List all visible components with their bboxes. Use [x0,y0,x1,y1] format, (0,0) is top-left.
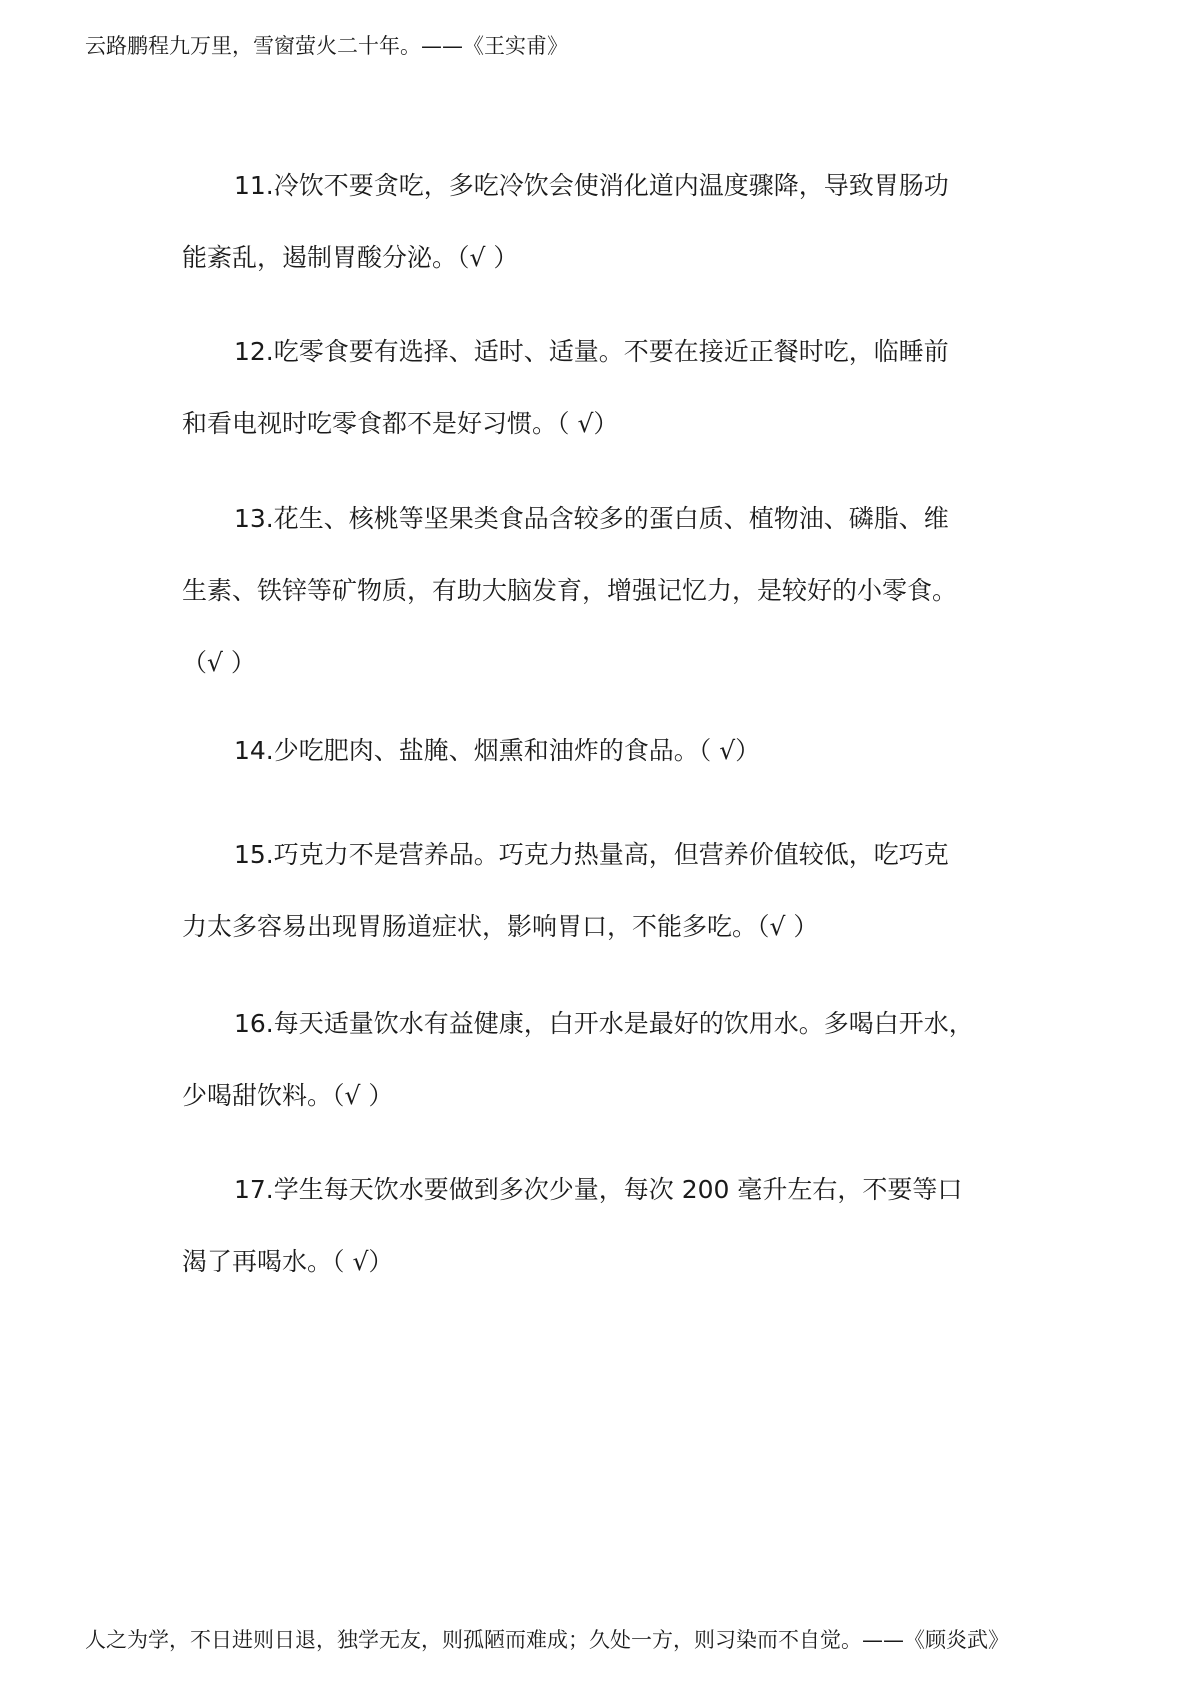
statement-item-12 [182,334,1022,442]
statement-line: 力太多容易出现胃肠道症状，影响胃口，不能多吃。（√ ） [182,912,819,941]
statement-item-14 [182,733,1022,769]
statement-line: 12.吃零食要有选择、适时、适量。不要在接近正餐时吃，临睡前 [234,337,949,366]
statement-item-15 [182,837,1022,945]
statement-line: （√ ） [182,648,256,677]
statement-line: 和看电视时吃零食都不是好习惯。（ √） [182,409,619,438]
statement-line: 14.少吃肥肉、盐腌、烟熏和油炸的食品。（ √） [234,736,761,765]
statement-line: 15.巧克力不是营养品。巧克力热量高，但营养价值较低，吃巧克 [234,840,949,869]
header-quote: 云路鹏程九万里，雪窗萤火二十年。——《王实甫》 [85,34,568,58]
statement-item-17 [182,1172,1022,1280]
statement-line: 生素、铁锌等矿物质，有助大脑发育，增强记忆力，是较好的小零食。 [182,576,958,605]
statement-line: 能紊乱，遏制胃酸分泌。（√ ） [182,243,519,272]
statement-line: 16.每天适量饮水有益健康，白开水是最好的饮用水。多喝白开水， [234,1009,974,1038]
statement-line: 13.花生、核桃等坚果类食品含较多的蛋白质、植物油、磷脂、维 [234,504,949,533]
statement-line: 11.冷饮不要贪吃，多吃冷饮会使消化道内温度骤降，导致胃肠功 [234,171,949,200]
statement-line: 少喝甜饮料。（√ ） [182,1081,394,1110]
statement-item-11 [182,168,1022,276]
statement-line: 17.学生每天饮水要做到多次少量，每次 200 毫升左右，不要等口 [234,1175,963,1204]
footer-quote: 人之为学，不日进则日退，独学无友，则孤陋而难成；久处一方，则习染而不自觉。——《顾炎武》 [85,1628,1009,1652]
statement-line: 渴了再喝水。（ √） [182,1247,394,1276]
statement-item-16 [182,1006,1022,1114]
statement-item-13 [182,501,1022,681]
